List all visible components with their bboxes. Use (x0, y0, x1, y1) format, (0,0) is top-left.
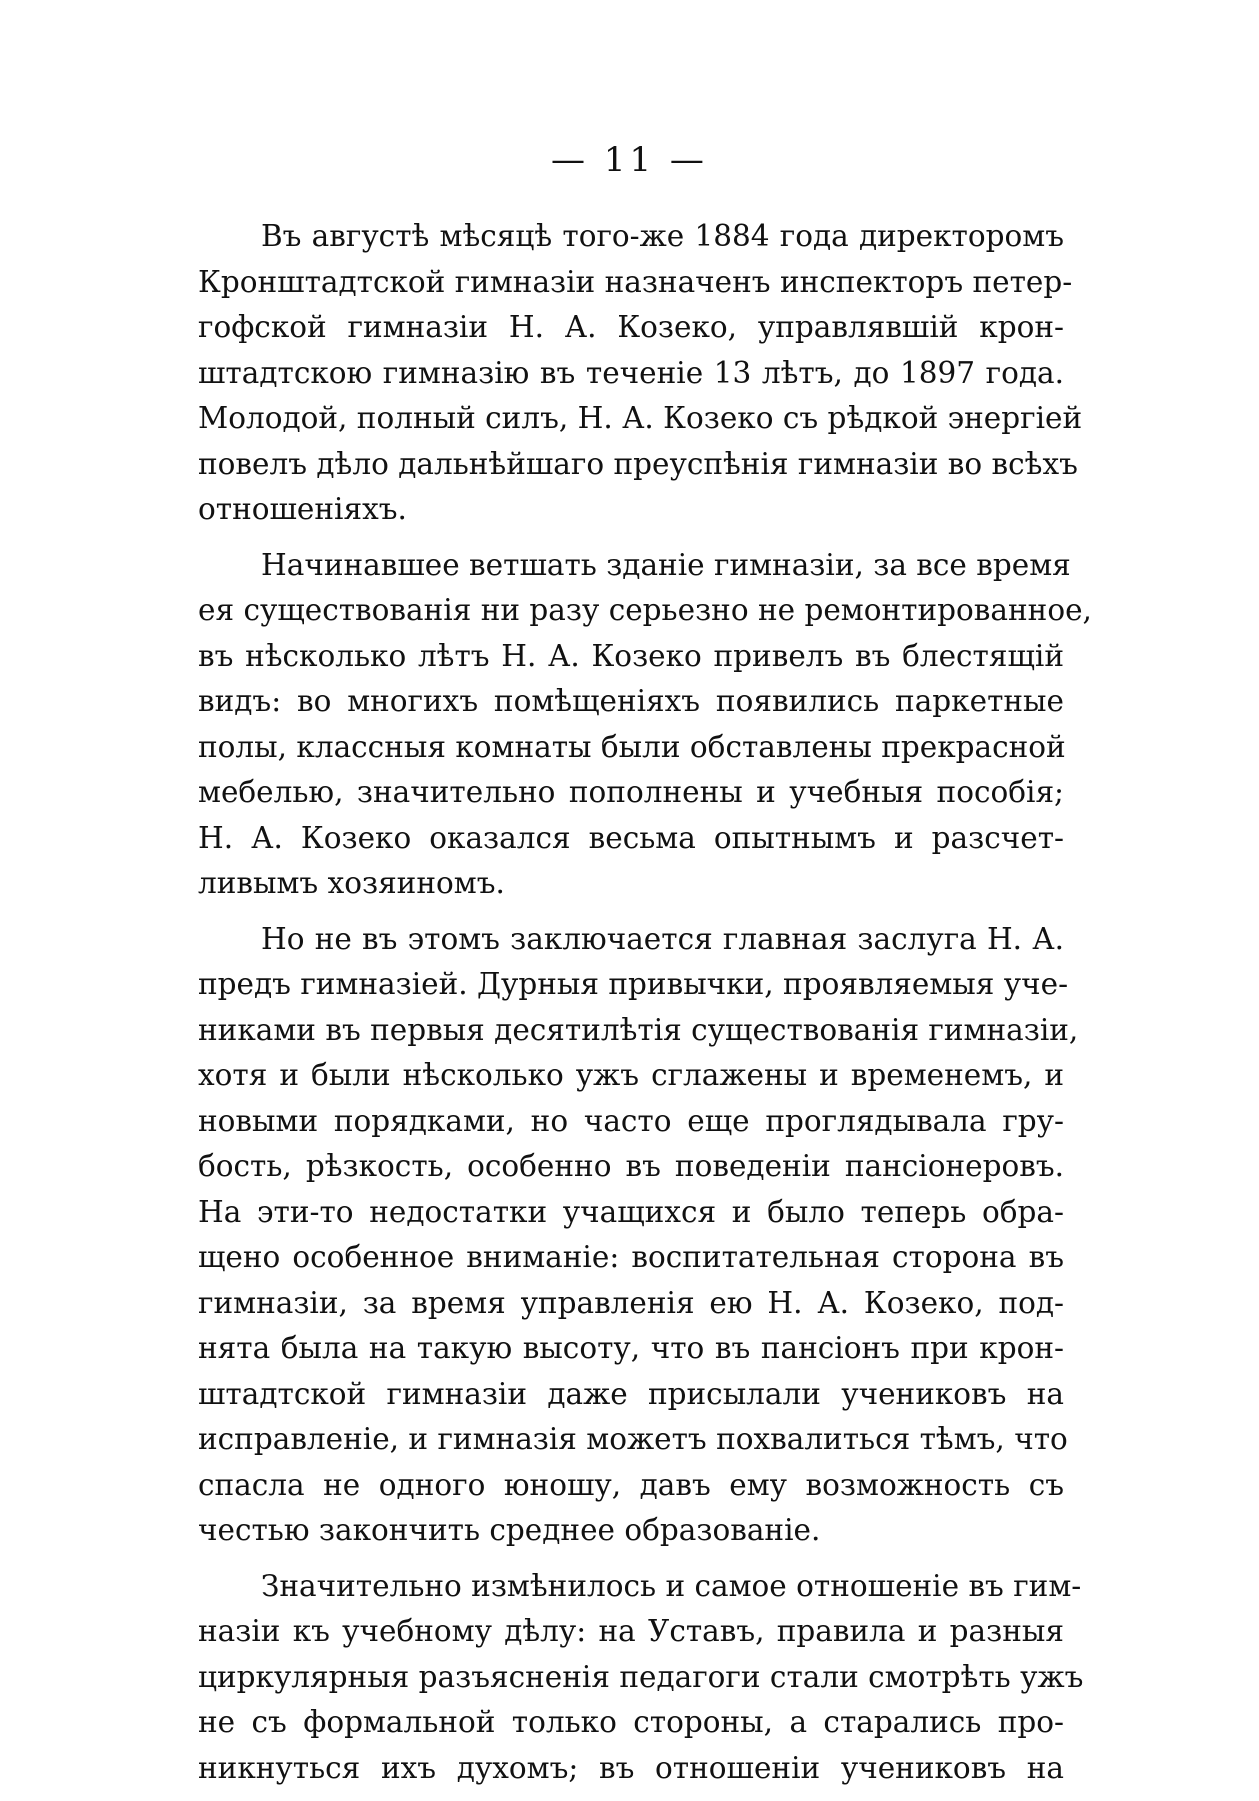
paragraph-2 (198, 543, 1092, 907)
body-text (198, 214, 1092, 1801)
text-line: бость, рѣзкость, особенно въ поведеніи пансіонеровъ. (198, 1149, 1064, 1183)
paragraph-3 (198, 917, 1079, 1554)
text-line: новыми порядками, но часто еще проглядывала гру- (198, 1103, 1064, 1138)
text-line: предъ гимназіей. Дурныя привычки, проявляемыя уче- (198, 967, 1069, 1001)
text-line: штадтской гимназіи даже присылали учениковъ на (198, 1376, 1064, 1411)
text-line: хотя и были нѣсколько ужъ сглажены и временемъ, и (198, 1058, 1064, 1092)
text-line: Начинавшее ветшать зданіе гимназіи, за все время (261, 547, 1071, 582)
text-line: никами въ первыя десятилѣтія существованія гимназіи, (198, 1012, 1079, 1047)
text-line: ливымъ хозяиномъ. (198, 866, 505, 900)
text-line: назіи къ учебному дѣлу: на Уставъ, правила и разныя (198, 1614, 1064, 1648)
text-line: видъ: во многихъ помѣщеніяхъ появились паркетные (198, 684, 1064, 718)
text-line: Значительно измѣнилось и самое отношеніе въ гим- (261, 1568, 1082, 1603)
text-line: въ нѣсколько лѣтъ Н. А. Козеко привелъ въ блестящій (198, 638, 1064, 673)
text-line: Н. А. Козеко оказался весьма опытнымъ и разсчет- (198, 820, 1064, 855)
text-line: не съ формальной только стороны, а старались про- (198, 1705, 1064, 1739)
text-line: мебелью, значительно пополнены и учебныя пособія; (198, 775, 1064, 809)
text-line: спасла не одного юношу, давъ ему возможность съ (198, 1467, 1064, 1502)
text-line: щено особенное вниманіе: воспитательная сторона въ (198, 1240, 1064, 1274)
text-line: Но не въ этомъ заключается главная заслуга Н. А. (261, 921, 1064, 956)
paragraph-4 (198, 1564, 1084, 1792)
text-line: отношеніяхъ. (198, 492, 407, 526)
paragraph-1 (198, 214, 1083, 533)
text-line: повелъ дѣло дальнѣйшаго преуспѣнія гимназіи во всѣхъ (198, 446, 1078, 481)
text-line: никнуться ихъ духомъ; въ отношеніи учениковъ на (198, 1750, 1064, 1785)
text-line: гимназіи, за время управленія ею Н. А. Козеко, под- (198, 1285, 1064, 1320)
page-number: — 11 — (551, 140, 708, 180)
text-line: Кронштадтской гимназіи назначенъ инспекторъ петер- (198, 264, 1073, 299)
text-line: Молодой, полный силъ, Н. А. Козеко съ рѣдкой энергіей (198, 401, 1083, 435)
text-line: циркулярныя разъясненія педагоги стали смотрѣть ужъ (198, 1659, 1084, 1694)
text-line: полы, классныя комнаты были обставлены прекрасной (198, 729, 1066, 764)
text-line: нята была на такую высоту, что въ пансіонъ при крон- (198, 1331, 1064, 1365)
text-line: гофской гимназіи Н. А. Козеко, управлявшій крон- (198, 310, 1064, 344)
text-line: исправленіе, и гимназія можетъ похвалиться тѣмъ, что (198, 1422, 1068, 1456)
text-line: честью закончить среднее образованіе. (198, 1513, 821, 1547)
text-line: ея существованія ни разу серьезно не ремонтированное, (198, 593, 1092, 627)
text-line: Въ августѣ мѣсяцѣ того-же 1884 года директоромъ (261, 219, 1064, 253)
text-line: На эти-то недостатки учащихся и было теперь обра- (198, 1194, 1064, 1229)
text-line: штадтскою гимназію въ теченіе 13 лѣтъ, до 1897 года. (198, 355, 1064, 390)
